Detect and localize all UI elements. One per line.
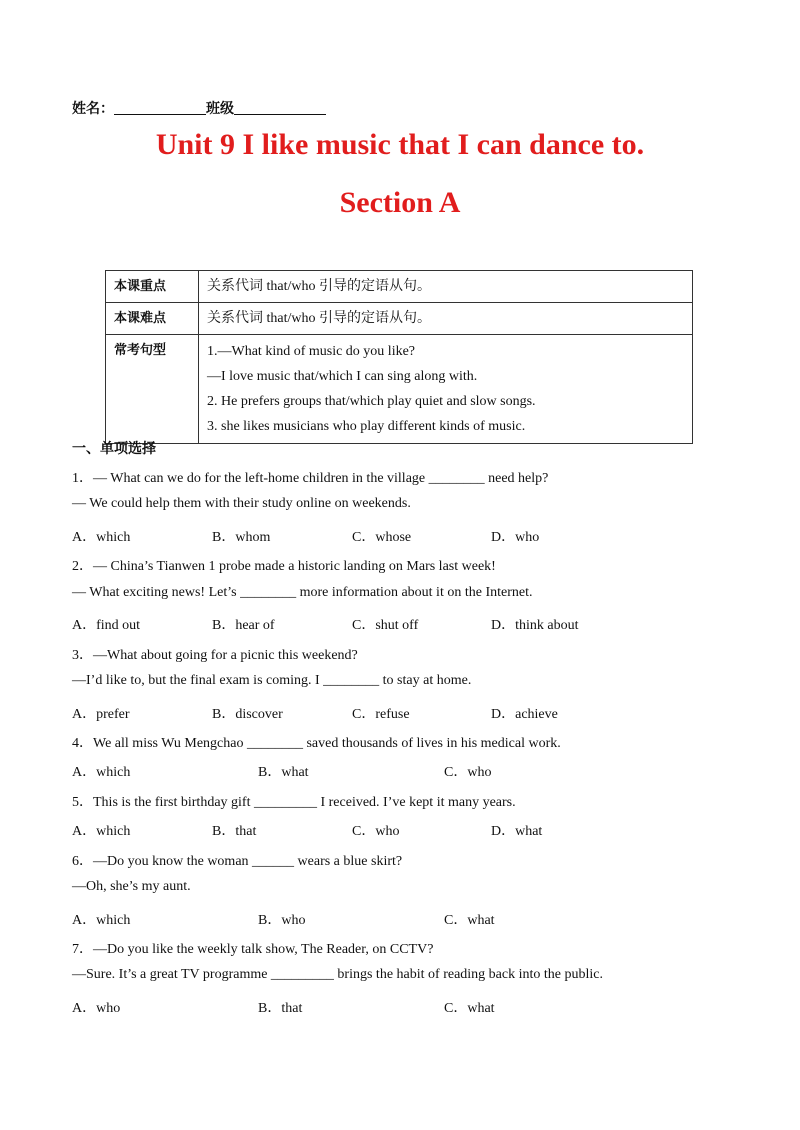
question-1-stem: 1．— What can we do for the left-home children in the village ________ need help? — [72, 471, 549, 486]
question-1-option-d[interactable]: D．who — [491, 530, 540, 545]
question-2-option-d[interactable]: D．think about — [491, 618, 579, 633]
row-value: 关系代词 that/who 引导的定语从句。 — [199, 303, 693, 335]
row-label: 常考句型 — [106, 335, 199, 444]
question-2-reply: — What exciting news! Let’s ________ more information about it on the Internet. — [72, 585, 533, 600]
question-7-stem: 7．—Do you like the weekly talk show, The Reader, on CCTV? — [72, 942, 434, 957]
question-5-option-a[interactable]: A．which — [72, 824, 131, 839]
question-3-option-b[interactable]: B．discover — [212, 707, 283, 722]
question-1-option-c[interactable]: C．whose — [352, 530, 412, 545]
question-4-stem: 4．We all miss Wu Mengchao ________ saved thousands of lives in his medical work. — [72, 736, 561, 751]
section-heading: 一、单项选择 — [72, 441, 156, 457]
question-3-option-c[interactable]: C．refuse — [352, 707, 410, 722]
question-1-option-a[interactable]: A．which — [72, 530, 131, 545]
question-2-option-b[interactable]: B．hear of — [212, 618, 275, 633]
question-2-option-c[interactable]: C．shut off — [352, 618, 419, 633]
name-blank[interactable] — [114, 100, 206, 115]
question-5-option-b[interactable]: B．that — [212, 824, 257, 839]
question-2-stem: 2．— China’s Tianwen 1 probe made a historic landing on Mars last week! — [72, 559, 496, 574]
question-1-option-b[interactable]: B．whom — [212, 530, 271, 545]
question-6-stem: 6．—Do you know the woman ______ wears a blue skirt? — [72, 854, 403, 869]
row-value: 关系代词 that/who 引导的定语从句。 — [199, 271, 693, 303]
question-3-reply: —I’d like to, but the final exam is coming. I ________ to stay at home. — [72, 673, 472, 688]
question-3-option-a[interactable]: A．prefer — [72, 707, 130, 722]
question-1-reply: — We could help them with their study online on weekends. — [72, 496, 411, 511]
question-6-option-b[interactable]: B．who — [258, 913, 306, 928]
question-7-reply: —Sure. It’s a great TV programme _________ brings the habit of reading back into the public. — [72, 967, 603, 982]
table-row — [106, 303, 693, 335]
table-row — [106, 271, 693, 303]
question-3-stem: 3．—What about going for a picnic this weekend? — [72, 648, 358, 663]
question-4-option-c[interactable]: C．who — [444, 765, 492, 780]
question-5-option-d[interactable]: D．what — [491, 824, 543, 839]
class-blank[interactable] — [234, 100, 326, 115]
class-label: 班级 — [206, 101, 234, 117]
question-6-reply: —Oh, she’s my aunt. — [72, 879, 191, 894]
unit-title: Unit 9 I like music that I can dance to. — [155, 128, 645, 161]
table-row — [106, 335, 693, 444]
question-6-option-c[interactable]: C．what — [444, 913, 495, 928]
sentence-pattern: 2. He prefers groups that/which play quiet and slow songs. — [207, 394, 536, 409]
row-label: 本课难点 — [106, 303, 199, 335]
sentence-pattern: 3. she likes musicians who play different kinds of music. — [207, 419, 526, 434]
question-5-stem: 5．This is the first birthday gift _________ I received. I’ve kept it many years. — [72, 795, 516, 810]
question-2-option-a[interactable]: A．find out — [72, 618, 141, 633]
question-4-option-b[interactable]: B．what — [258, 765, 309, 780]
question-4-option-a[interactable]: A．which — [72, 765, 131, 780]
key-points-table — [105, 270, 693, 444]
sentence-pattern: —I love music that/which I can sing along with. — [207, 369, 478, 384]
question-7-option-b[interactable]: B．that — [258, 1001, 303, 1016]
section-title: Section A — [339, 186, 461, 219]
question-5-option-c[interactable]: C．who — [352, 824, 400, 839]
question-7-option-c[interactable]: C．what — [444, 1001, 495, 1016]
question-6-option-a[interactable]: A．which — [72, 913, 131, 928]
student-info-line — [72, 98, 326, 118]
name-label: 姓名： — [72, 101, 114, 117]
question-7-option-a[interactable]: A．who — [72, 1001, 121, 1016]
question-3-option-d[interactable]: D．achieve — [491, 707, 558, 722]
row-label: 本课重点 — [106, 271, 199, 303]
row-value — [199, 335, 693, 444]
sentence-pattern: 1.—What kind of music do you like? — [207, 344, 416, 359]
